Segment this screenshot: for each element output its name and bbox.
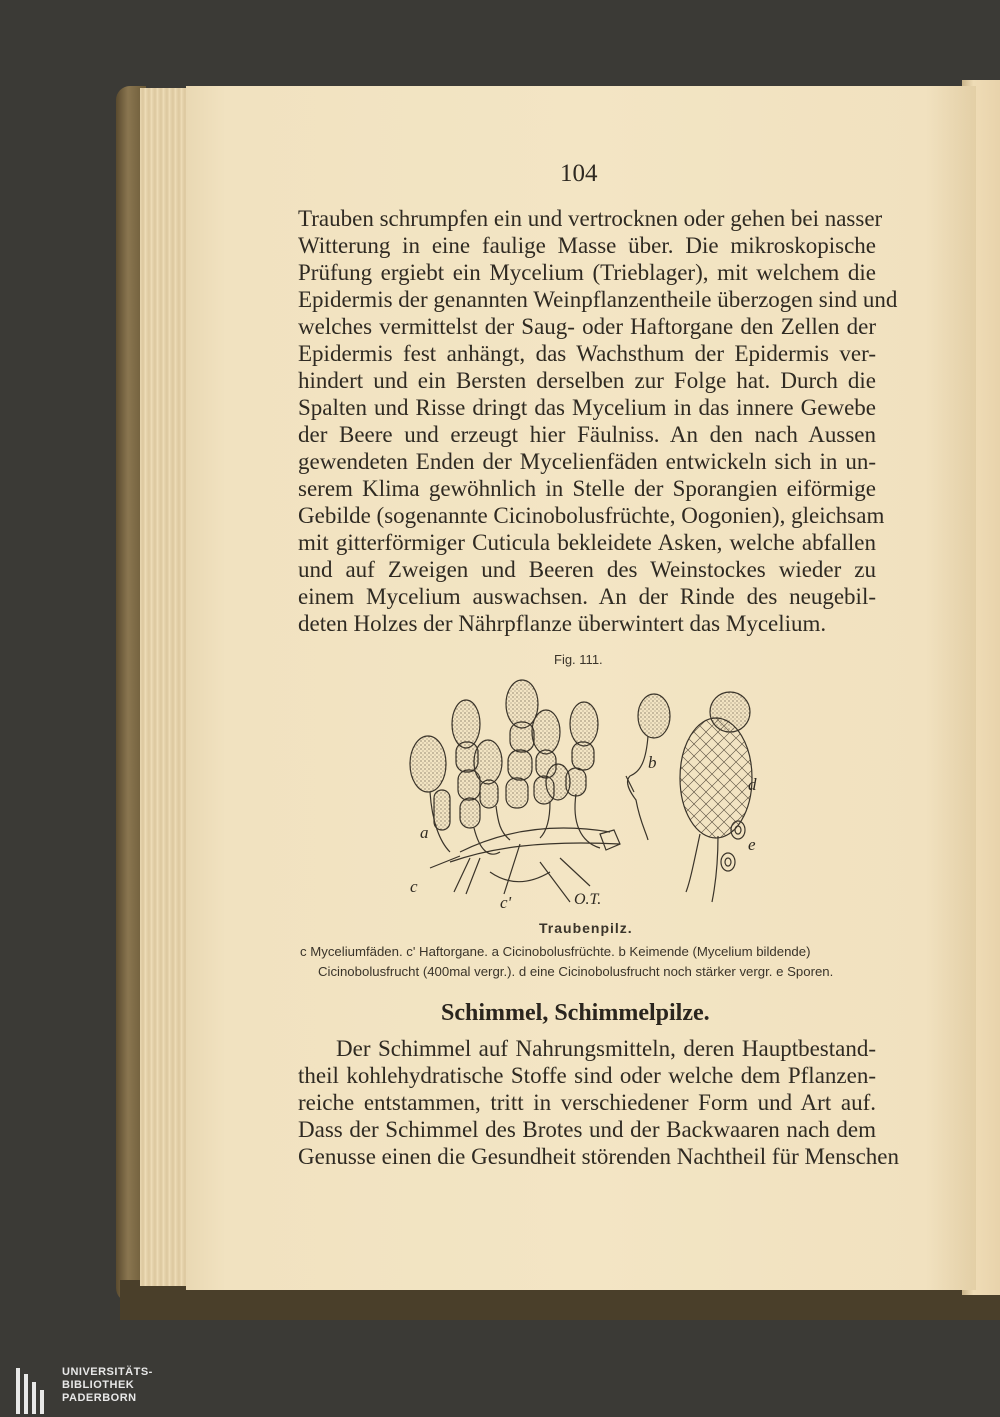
logo-line: PADERBORN	[62, 1392, 137, 1404]
text-line: Witterung in eine faulige Masse über. Die mikroskopische	[298, 233, 876, 258]
logo-line: BIBLIOTHEK	[62, 1379, 135, 1391]
text-line: deten Holzes der Nährpflanze überwintert das Mycelium.	[298, 611, 827, 636]
label-c-prime: c'	[500, 893, 512, 912]
figure-caption: c Myceliumfäden. c' Haftorgane. a Cicinobolusfrüchte. b Keimende (Mycelium bildende)	[300, 944, 811, 959]
label-e: e	[748, 835, 756, 854]
section-heading: Schimmel, Schimmelpilze.	[441, 1000, 710, 1026]
logo-line: UNIVERSITÄTS-	[62, 1366, 153, 1378]
text-line: gewendeten Enden der Mycelienfäden entwickeln sich in un-	[298, 449, 876, 474]
text-line: mit gitterförmiger Cuticula bekleidete Asken, welche abfallen	[298, 530, 876, 555]
text-line: Epidermis der genannten Weinpflanzentheile überzogen sind und	[298, 287, 898, 312]
text-line: serem Klima gewöhnlich in Stelle der Sporangien eiförmige	[298, 476, 876, 501]
fungus-illustration	[400, 672, 780, 920]
label-c: c	[410, 877, 418, 896]
library-logo	[16, 1362, 196, 1416]
label-d: d	[748, 775, 757, 794]
text-line: hindert und ein Bersten derselben zur Folge hat. Durch die	[298, 368, 876, 393]
text-line: Gebilde (sogenannte Cicinobolusfrüchte, Oogonien), gleichsam	[298, 503, 885, 528]
text-line: einem Mycelium auswachsen. An der Rinde des neugebil-	[298, 584, 876, 609]
text-line: Epidermis fest anhängt, das Wachsthum der Epidermis ver-	[298, 341, 876, 366]
library-logo-icon	[16, 1368, 56, 1414]
figure-caption: Cicinobolusfrucht (400mal vergr.). d eine Cicinobolusfrucht noch stärker vergr. e Sporen.	[318, 964, 834, 979]
label-ot: O.T.	[574, 891, 602, 908]
text-line: Dass der Schimmel des Brotes und der Backwaaren nach dem	[298, 1117, 876, 1142]
text-line: Spalten und Risse dringt das Mycelium in das innere Gewebe	[298, 395, 876, 420]
text-line: und auf Zweigen und Beeren des Weinstockes wieder zu	[298, 557, 876, 582]
page-stack-edges	[140, 88, 190, 1286]
text-line: der Beere und erzeugt hier Fäulniss. An den nach Aussen	[298, 422, 876, 447]
figure-label: Fig. 111.	[554, 652, 603, 667]
text-line: Der Schimmel auf Nahrungsmitteln, deren Hauptbestand-	[336, 1036, 876, 1061]
page-number: 104	[560, 160, 598, 187]
text-line: welches vermittelst der Saug- oder Haftorgane den Zellen der	[298, 314, 876, 339]
text-line: theil kohlehydratische Stoffe sind oder welche dem Pflanzen-	[298, 1063, 876, 1088]
text-line: Prüfung ergiebt ein Mycelium (Trieblager), mit welchem die	[298, 260, 876, 285]
label-b: b	[648, 753, 657, 772]
text-line: Trauben schrumpfen ein und vertrocknen oder gehen bei nasser	[298, 206, 883, 231]
label-a: a	[420, 823, 429, 842]
text-line: reiche entstammen, tritt in verschiedener Form und Art auf.	[298, 1090, 876, 1115]
text-line: Genusse einen die Gesundheit störenden Nachtheil für Menschen	[298, 1144, 900, 1169]
figure-title: Traubenpilz.	[539, 920, 633, 936]
